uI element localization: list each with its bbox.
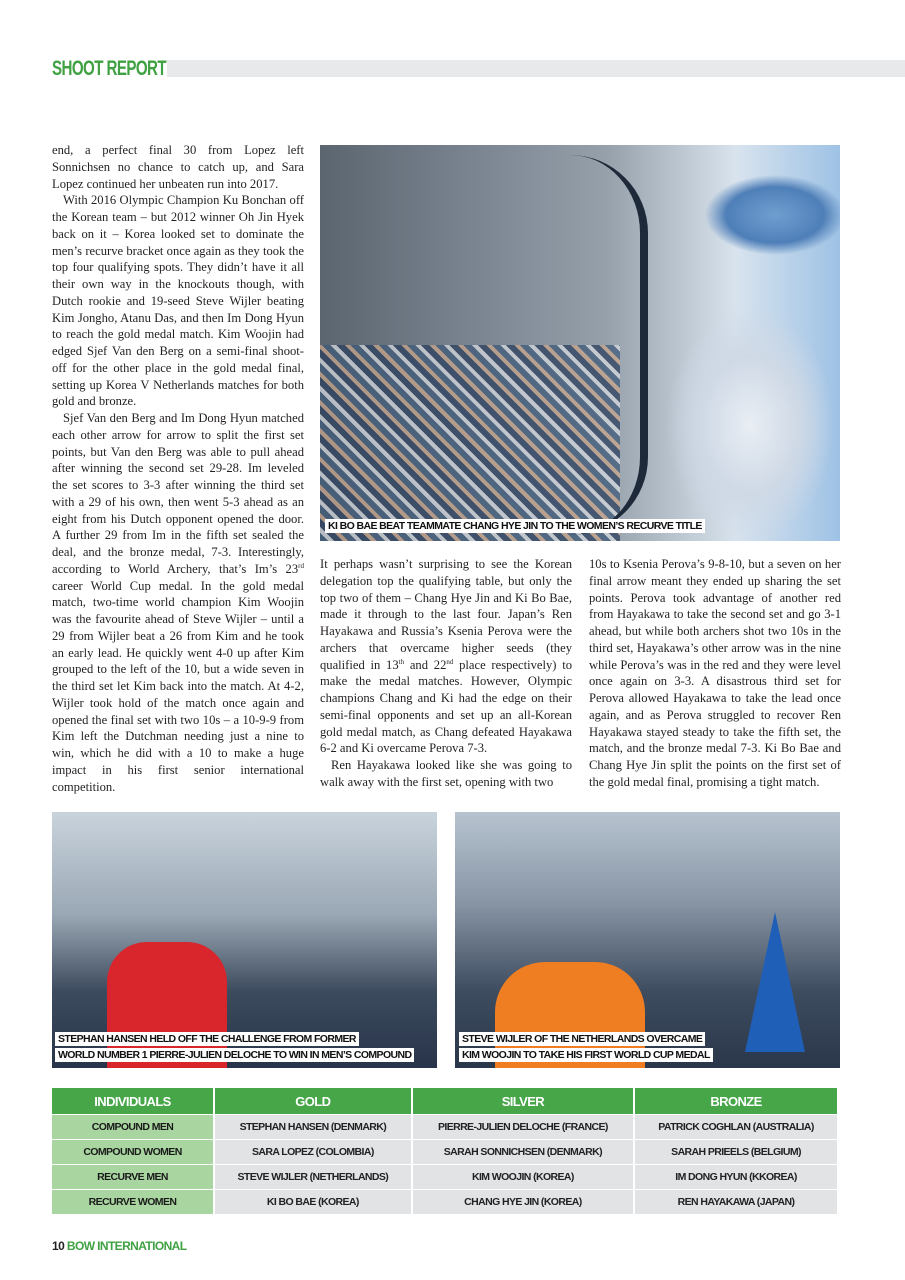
gold-cell: STEPHAN HANSEN (DENMARK) [215, 1115, 411, 1139]
silver-cell: CHANG HYE JIN (KOREA) [413, 1190, 633, 1214]
silver-cell: PIERRE-JULIEN DELOCHE (FRANCE) [413, 1115, 633, 1139]
category-cell: RECURVE WOMEN [52, 1190, 213, 1214]
header-silver: SILVER [413, 1088, 633, 1114]
text: career World Cup medal. In the gold medal match, two-time world champion Kim Woojin was the favourite ahead of Steve Wijler – until a 29 from Wijler beat a 26 from Kim and he took an early lead. He quickly went 4-0 up after Kim grouped to the left of the 10, but a wide seven in the third set let Kim back into the match. At 4-2, Wijler took hold of the match once again and opened the final set with two 10s – a 10-9-9 from Kim left the Dutchman needing just a nine to win, which he did with a 10 to make a huge impact in his first senior international competition. [52, 578, 304, 794]
gold-cell: SARA LOPEZ (COLOMBIA) [215, 1140, 411, 1164]
paragraph [52, 410, 304, 795]
superscript: th [398, 657, 405, 666]
page-footer [52, 1239, 186, 1253]
bronze-cell: IM DONG HYUN (KKOREA) [635, 1165, 837, 1189]
caption-line: KI BO BAE BEAT TEAMMATE CHANG HYE JIN TO THE WOMEN’S RECURVE TITLE [325, 519, 705, 533]
photo-steve-wijler [455, 812, 840, 1068]
photo-stephan-hansen [52, 812, 437, 1068]
text: and 22 [404, 657, 447, 672]
header-individuals: INDIVIDUALS [52, 1088, 213, 1114]
category-cell: RECURVE MEN [52, 1165, 213, 1189]
photo-caption [55, 1032, 414, 1064]
superscript: nd [446, 657, 454, 666]
article-column-middle [320, 556, 572, 791]
text: place respectively) to make the medal matches. However, Olympic champions Chang and Ki had the edge on their semi-final opponents and set up an all-Korean gold medal match, as Chang defeated Hayakawa 6-2 and Ki overcame Perova 7-3. [320, 657, 573, 756]
paragraph [320, 556, 572, 757]
text: Sjef Van den Berg and Im Dong Hyun matched each other arrow for arrow to split the first set points, but Van den Berg was able to pull ahead after winning the second set 29-28. Im leveled the set scores to 3-3 after winning the third set with a 29 of his own, then went 5-3 ahead as an eight from his Dutch opponent opened the door. A further 29 from Im in the fifth set sealed the deal, and the bronze medal, 7-3. Interestingly, according to World Archery, that’s Im’s 23 [52, 411, 304, 576]
category-cell: COMPOUND WOMEN [52, 1140, 213, 1164]
header-gold: GOLD [215, 1088, 411, 1114]
gold-cell: STEVE WIJLER (NETHERLANDS) [215, 1165, 411, 1189]
header-bronze: BRONZE [635, 1088, 837, 1114]
table-header-row [52, 1088, 837, 1114]
results-table [50, 1087, 839, 1215]
silver-cell: SARAH SONNICHSEN (DENMARK) [413, 1140, 633, 1164]
caption-line: KIM WOOJIN TO TAKE HIS FIRST WORLD CUP MEDAL [459, 1048, 713, 1062]
caption-line: WORLD NUMBER 1 PIERRE-JULIEN DELOCHE TO WIN IN MEN’S COMPOUND [55, 1048, 414, 1062]
table-row [52, 1190, 837, 1214]
bronze-cell: REN HAYAKAWA (JAPAN) [635, 1190, 837, 1214]
caption-line: STEVE WIJLER OF THE NETHERLANDS OVERCAME [459, 1032, 705, 1046]
caption-line: STEPHAN HANSEN HELD OFF THE CHALLENGE FROM FORMER [55, 1032, 359, 1046]
photo-caption [325, 519, 705, 535]
photo-ki-bo-bae [320, 145, 840, 541]
page-number: 10 [52, 1239, 65, 1253]
photo-bow [570, 155, 648, 535]
paragraph: Ren Hayakawa looked like she was going to walk away with the first set, opening with two [320, 758, 572, 789]
table-row [52, 1140, 837, 1164]
category-cell: COMPOUND MEN [52, 1115, 213, 1139]
article-column-left [52, 142, 304, 795]
table-row [52, 1115, 837, 1139]
table-row [52, 1165, 837, 1189]
paragraph: With 2016 Olympic Champion Ku Bonchan off the Korean team – but 2012 winner Oh Jin Hyek back on it – Korea looked set to dominate the men’s recurve bracket once again as they took the top four qualifying spots. They didn’t have it all their own way in the knockouts though, with Dutch rookie and 19-seed Steve Wijler beating Kim Jongho, Atanu Das, and then Im Dong Hyun to reach the gold medal match. Kim Woojin had edged Sjef Van den Berg on a semi-final shoot-off for the other place in the gold medal final, setting up Korea V Netherlands matches for both gold and bronze. [52, 193, 304, 409]
bronze-cell: SARAH PRIEELS (BELGIUM) [635, 1140, 837, 1164]
gold-cell: KI BO BAE (KOREA) [215, 1190, 411, 1214]
article-column-right [589, 556, 841, 791]
superscript: rd [298, 561, 304, 570]
paragraph: 10s to Ksenia Perova’s 9-8-10, but a seven on her final arrow meant they ended up sharing the set points. Perova took advantage of another red from Hayakawa to take the second set and go 3-1 ahead, but while both archers shot two 10s in the third set, Hayakawa’s other arrow was in the nine while Perova’s was in the red and they were level once again on 3-3. A disastrous third set for Perova allowed Hayakawa to take the lead once again, and as Perova struggled to recover Ren Hayakawa stayed steady to take the fifth set, the match, and the bronze medal 7-3. Ki Bo Bae and Chang Hye Jin split the points on the first set of the gold medal final, promising a tight match. [589, 557, 841, 789]
paragraph: end, a perfect final 30 from Lopez left Sonnichsen no chance to catch up, and Sara Lopez continued her unbeaten run into 2017. [52, 143, 304, 191]
magazine-name: BOW INTERNATIONAL [66, 1239, 187, 1253]
photo-flag [745, 912, 805, 1052]
text: It perhaps wasn’t surprising to see the Korean delegation top the qualifying table, but only the top two of them – Chang Hye Jin and Ki Bo Bae, made it through to the last four. Japan’s Ren Hayakawa and Russia’s Ksenia Perova were the archers that overcame higher seeds (they qualified in 13 [320, 557, 572, 672]
header-bar [167, 60, 905, 77]
section-title: SHOOT REPORT [52, 57, 167, 80]
bronze-cell: PATRICK COGHLAN (AUSTRALIA) [635, 1115, 837, 1139]
photo-caption [459, 1032, 713, 1064]
silver-cell: KIM WOOJIN (KOREA) [413, 1165, 633, 1189]
